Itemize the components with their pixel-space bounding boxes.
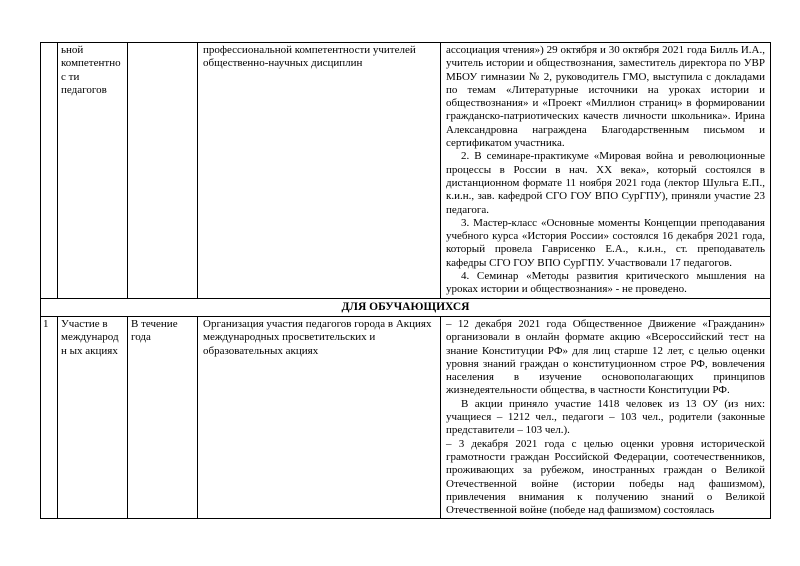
cell-number	[41, 43, 58, 299]
cell-task	[58, 317, 128, 519]
paragraph: 3. Мастер-класс «Основные моменты Концепции преподавания учебного курса «История России» состоялся 16 декабря 2021 года, который провела Гаврисенко Е.А., к.и.н., ст. преподаватель кафедры СГО ГОУ ВПО СурГПУ. Участвовали 17 педагогов.	[446, 216, 765, 269]
cell-results	[441, 43, 771, 299]
data-row	[41, 317, 771, 519]
cell-activity	[198, 43, 441, 299]
timing-text: В течение года	[131, 318, 178, 344]
section-header: ДЛЯ ОБУЧАЮЩИХСЯ	[41, 299, 771, 317]
report-table	[40, 42, 771, 519]
paragraph: 2. В семинаре-практикуме «Мировая война и революционные процессы в России в нач. XX века», который состоялся в дистанционном формате 11 ноября 2021 года (лектор Шульга Е.П., к.и.н., зав. кафедрой СГО ГОУ ВПО СурГПУ), приняли участие 23 педагога.	[446, 150, 765, 216]
paragraph: 4. Семинар «Методы развития критического мышления на уроках истории и обществознания» - не проведено.	[446, 270, 765, 296]
paragraph: – 12 декабря 2021 года Общественное Движение «Гражданин» организовали в онлайн формате акцию «Всероссийский тест на знание Конституции РФ» для лиц старше 12 лет, с целью оценки уровня знаний граждан о конституционном строе РФ, вовлечения населения в изучение основополагающих принципов жизнедеятельности общества, в частности Конституции РФ.	[446, 318, 765, 397]
cell-results	[441, 317, 771, 519]
cell-activity	[198, 317, 441, 519]
cell-timing	[128, 43, 198, 299]
paragraph: В акции приняло участие 1418 человек из 13 ОУ (из них: учащиеся – 1212 чел., педагоги – 103 чел., родители (законные представители – 103 чел.).	[446, 397, 765, 437]
continuation-row	[41, 43, 771, 299]
cell-task	[58, 43, 128, 299]
activity-text: Организация участия педагогов города в Акциях международных просветительских и образовательных акциях	[203, 318, 432, 357]
section-header-row	[41, 299, 771, 317]
task-text: Участие в международн ых акциях	[61, 318, 119, 357]
cell-number: 1	[41, 317, 58, 519]
paragraph: – 3 декабря 2021 года с целью оценки уровня исторической грамотности граждан Российской Федерации, соотечественников, проживающих за рубежом, иностранных граждан о Великой Отечественной войне (истории победы над фашизмом), привлечения внимания к получению знаний о Великой Отечественной войне (победе над фашизмом) состоялась	[446, 437, 765, 517]
cell-timing	[128, 317, 198, 519]
task-text: ьной компетентнос ти педагогов	[61, 44, 121, 96]
paragraph: ассоциация чтения») 29 октября и 30 октября 2021 года Билль И.А., учитель истории и обществознания, заместитель директора по УВР МБОУ гимназии № 2, руководитель ГМО, выступила с докладами по темам «Литературные источники на уроках истории и обществознания» и «Проект «Миллион страниц» в формировании гражданско-патриотических качеств личности школьника». Ирина Александровна награждена Благодарственным письмом и сертификатом участника.	[446, 44, 765, 150]
activity-text: профессиональной компетентности учителей общественно-научных дисциплин	[203, 44, 416, 70]
